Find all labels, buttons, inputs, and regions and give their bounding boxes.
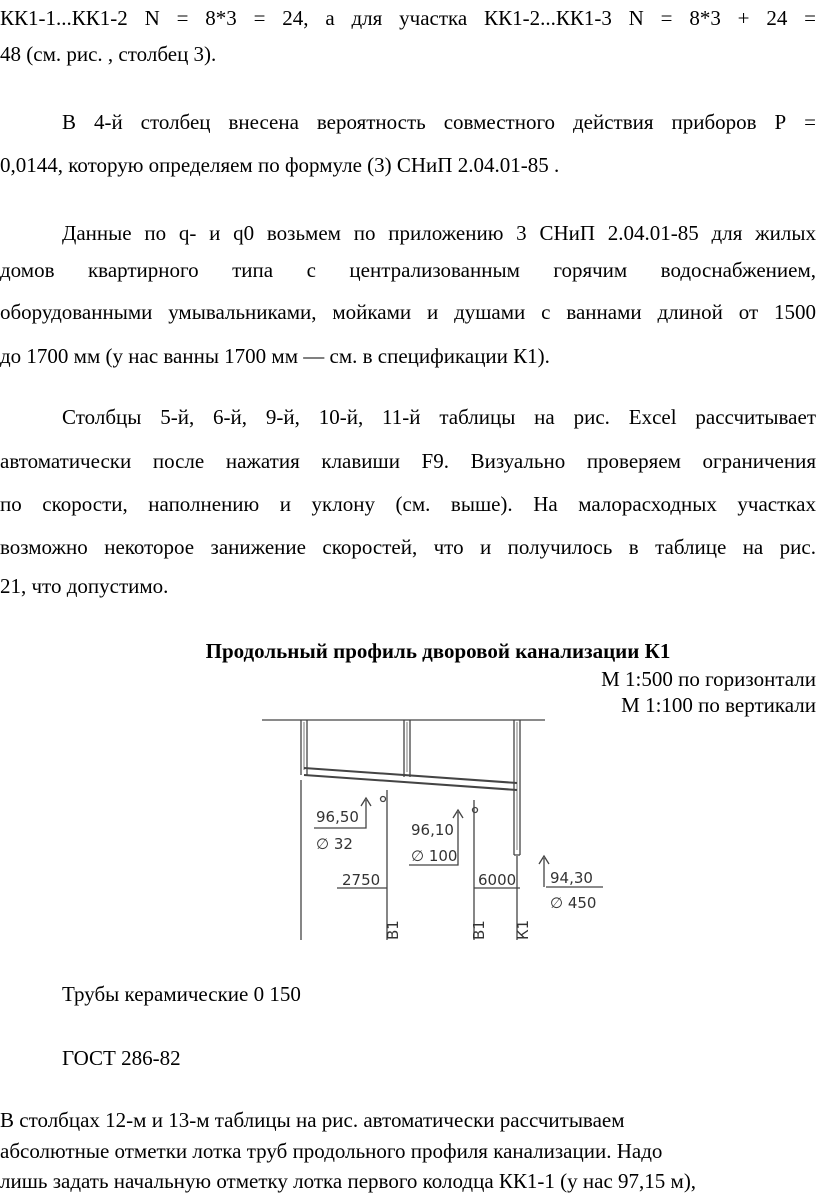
text-line: КК1-1...КК1-2 N = 8*3 = 24, а для участка КК1-2...КК1-3 N = 8*3 + 24 = <box>0 6 816 30</box>
mark2-diameter: ∅ 100 <box>411 847 458 865</box>
figure-scale-vertical: М 1:100 по вертикали <box>621 693 816 717</box>
text-line: Данные по q- и q0 возьмем по приложению 3 СНиП 2.04.01-85 для жилых <box>62 221 816 245</box>
label-k1: К1 <box>514 919 532 940</box>
text-line: абсолютные отметки лотка труб продольного профиля канализации. Надо <box>0 1139 663 1163</box>
figure-title: Продольный профиль дворовой канализации К1 <box>205 639 671 663</box>
text-line: домов квартирного типа с централизованным горячим водоснабжением, <box>0 258 816 282</box>
text-line: по скорости, наполнению и уклону (см. выше). На малорасходных участках <box>0 492 816 516</box>
distance-1: 2750 <box>342 871 381 889</box>
text-line: автоматически после нажатия клавиши F9. Визуально проверяем ограничения <box>0 449 816 473</box>
mark3-diameter: ∅ 450 <box>550 894 597 912</box>
text-line: лишь задать начальную отметку лотка первого колодца КК1-1 (у нас 97,15 м), <box>0 1169 697 1193</box>
text-line: 48 (см. рис. , столбец 3). <box>0 42 217 66</box>
figure-scale-horizontal: М 1:500 по горизонтали <box>601 667 816 691</box>
text-line: В столбцах 12-м и 13-м таблицы на рис. автоматически рассчитываем <box>0 1108 625 1132</box>
text-line: ГОСТ 286-82 <box>62 1046 181 1070</box>
mark2-level: 96,10 <box>411 821 454 839</box>
text-line: оборудованными умывальниками, мойками и душами с ваннами длиной от 1500 <box>0 300 816 324</box>
mark3-level: 94,30 <box>550 869 593 887</box>
label-b1-second: В1 <box>470 920 488 940</box>
text-line: Трубы керамические 0 150 <box>62 982 301 1006</box>
mark1-diameter: ∅ 32 <box>316 835 353 853</box>
text-line: В 4-й столбец внесена вероятность совместного действия приборов Р = <box>62 110 816 134</box>
mark1-level: 96,50 <box>316 808 359 826</box>
text-line: до 1700 мм (у нас ванны 1700 мм — см. в спецификации К1). <box>0 344 550 368</box>
label-b1-first: В1 <box>384 920 402 940</box>
text-line: 21, что допустимо. <box>0 574 169 598</box>
text-line: возможно некоторое занижение скоростей, что и получилось в таблице на рис. <box>0 535 816 559</box>
text-line: 0,0144, которую определяем по формуле (3) СНиП 2.04.01-85 . <box>0 153 560 177</box>
distance-2: 6000 <box>478 871 517 889</box>
text-line: Столбцы 5-й, 6-й, 9-й, 10-й, 11-й таблицы на рис. Excel рассчитывает <box>62 405 816 429</box>
profile-drawing <box>0 712 816 942</box>
